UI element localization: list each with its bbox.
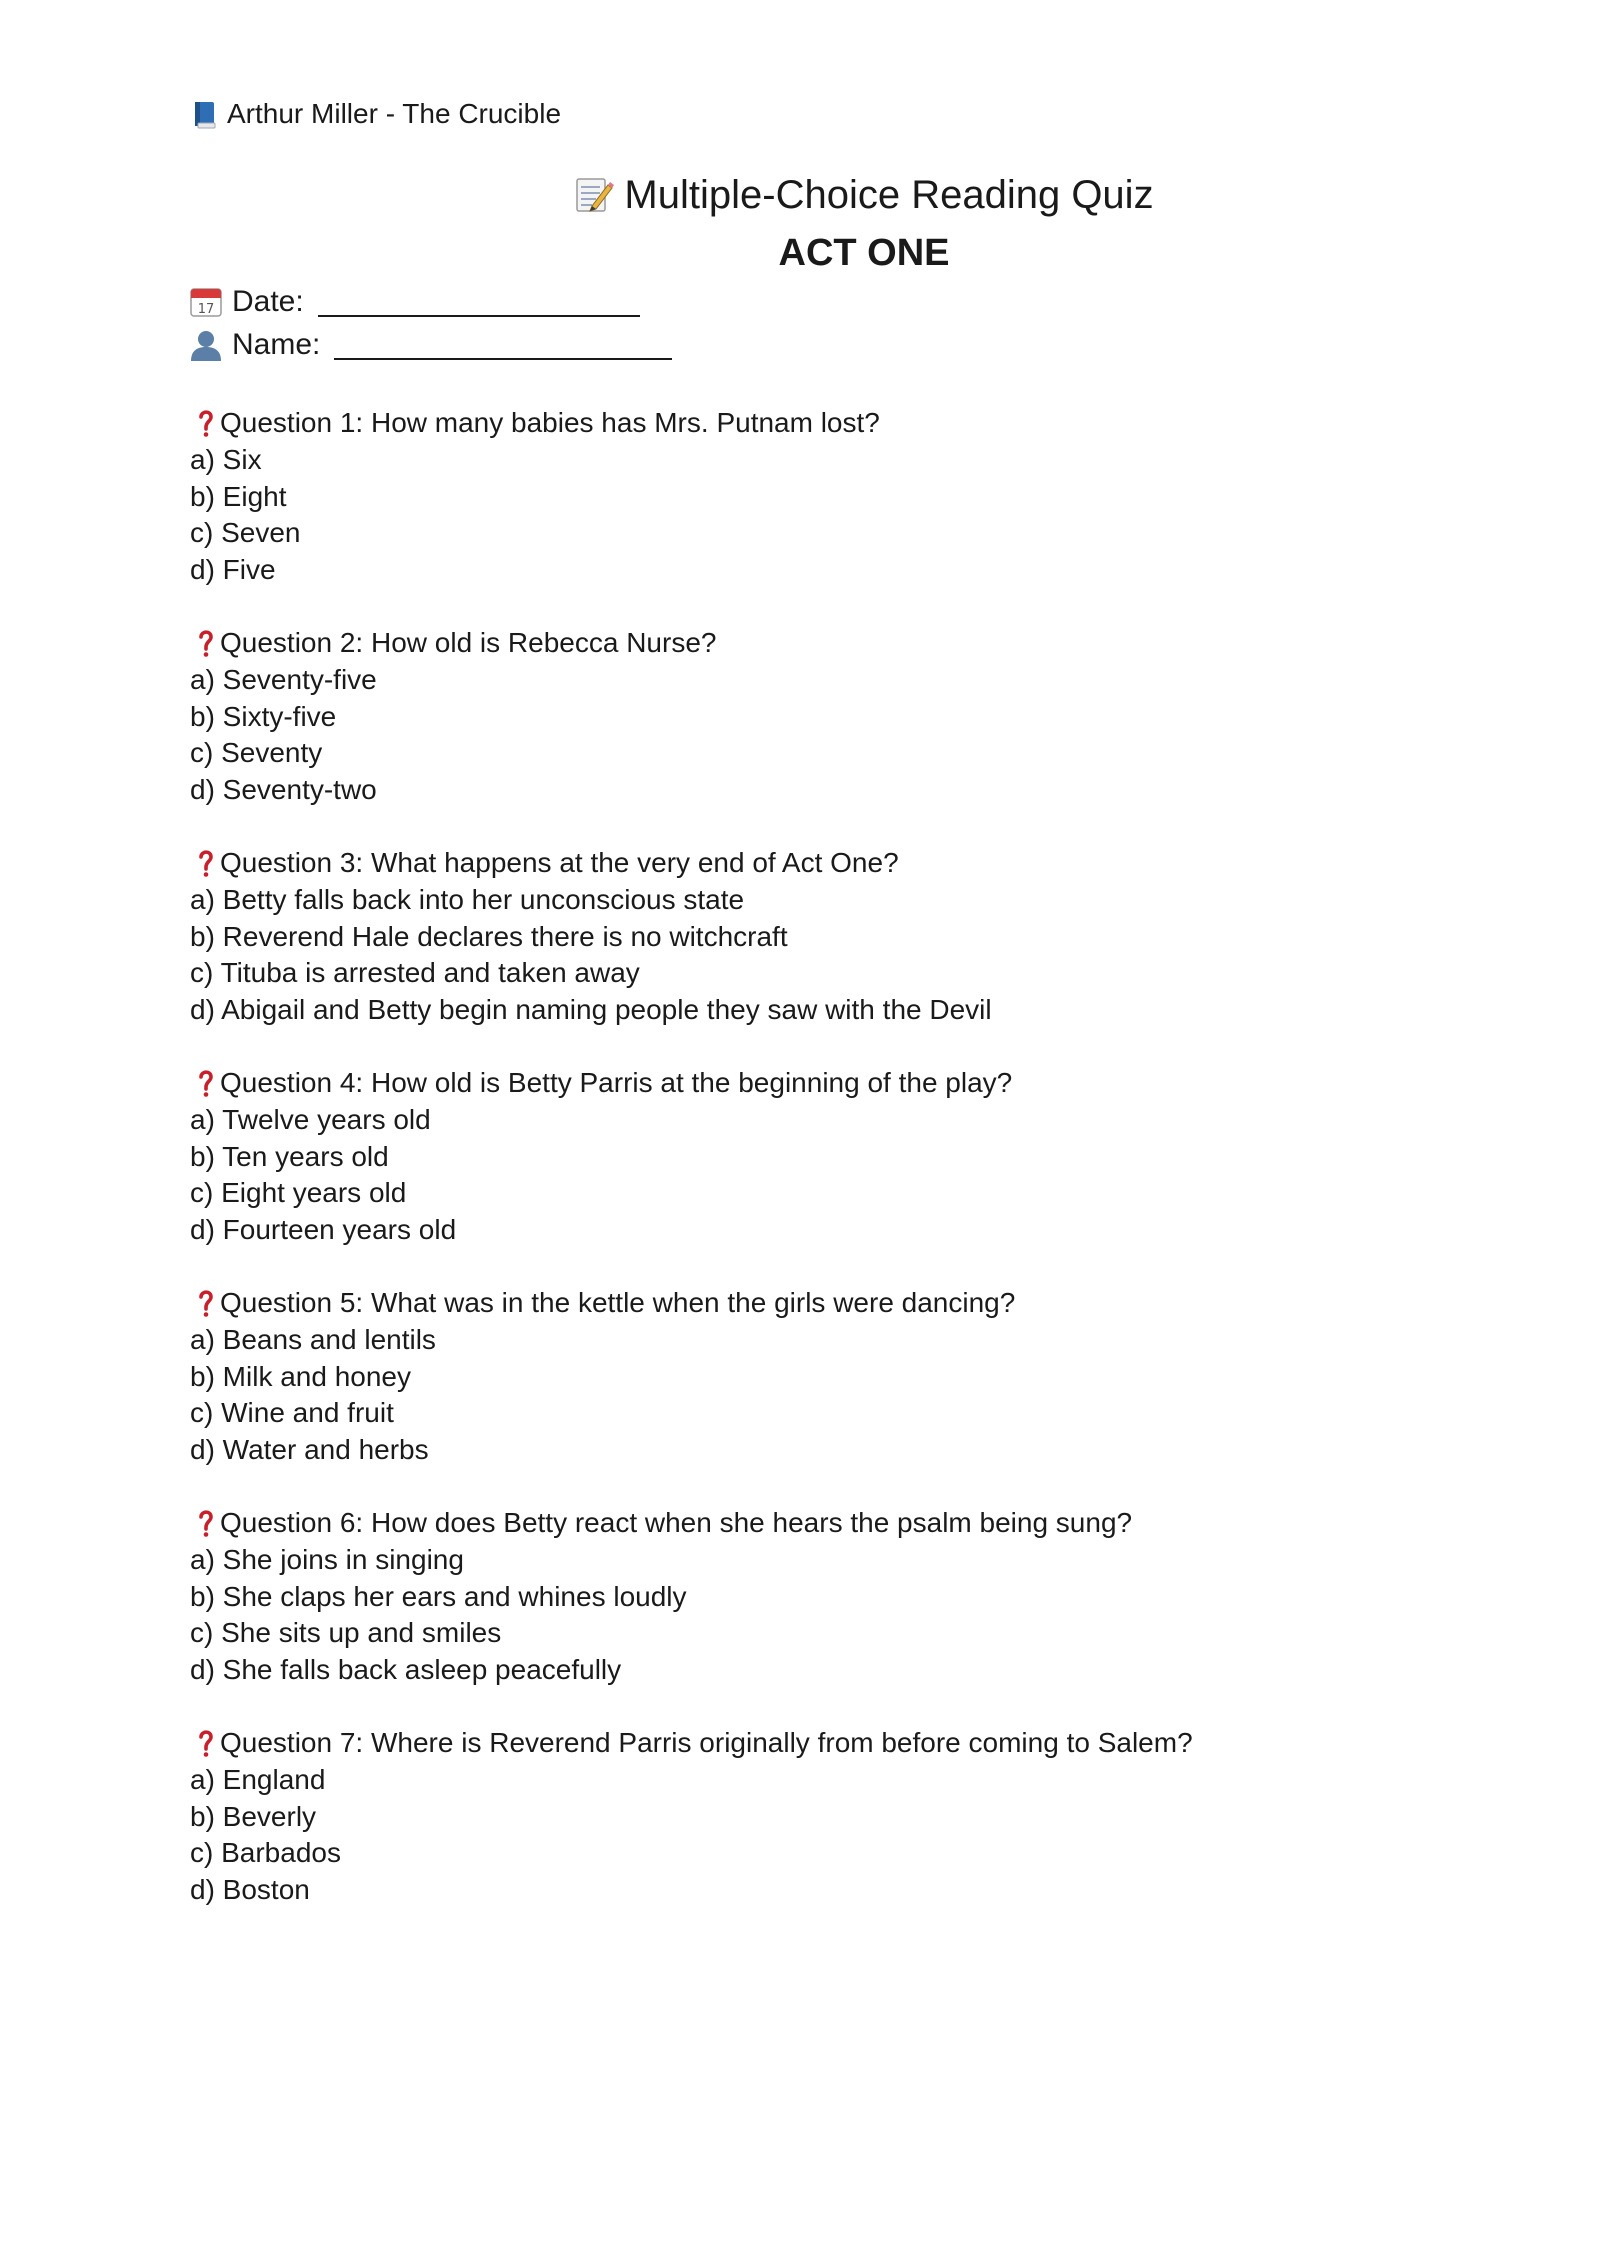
question-text-line	[190, 404, 1440, 442]
answer-option: b) Sixty-five	[190, 700, 337, 732]
question-block	[190, 624, 1440, 844]
question-text-line	[190, 1064, 1440, 1102]
answer-option: c) She sits up and smiles	[190, 1617, 502, 1648]
answer-option: a) Betty falls back into her unconscious state	[190, 884, 745, 915]
answer-option: c) Eight years old	[190, 1177, 407, 1208]
answer-option: d) Abigail and Betty begin naming people they saw with the Devil	[190, 993, 992, 1025]
svg-text:17: 17	[197, 302, 215, 317]
question-text: Question 5: What was in the kettle when the girls were dancing?	[220, 1287, 1016, 1318]
name-blank-line[interactable]	[334, 330, 672, 360]
question-block	[190, 1724, 1440, 1944]
answer-option: b) Beverly	[190, 1800, 317, 1832]
answer-option: b) Reverend Hale declares there is no witchcraft	[190, 920, 788, 952]
answer-option: c) Tituba is arrested and taken away	[190, 957, 640, 988]
question-text-line	[190, 1284, 1440, 1322]
question-block	[190, 404, 1440, 624]
question-text-line	[190, 844, 1440, 882]
answer-option: d) Water and herbs	[190, 1433, 429, 1465]
answer-option: a) She joins in singing	[190, 1544, 464, 1575]
question-text: Question 4: How old is Betty Parris at the beginning of the play?	[220, 1067, 1013, 1098]
red-question-mark-icon	[198, 848, 214, 878]
answer-option: a) England	[190, 1764, 326, 1795]
answer-option: c) Barbados	[190, 1837, 341, 1868]
answer-option: d) Seventy-two	[190, 773, 377, 805]
answer-option: d) Boston	[190, 1873, 310, 1905]
question-block	[190, 1064, 1440, 1284]
date-field	[190, 282, 640, 322]
red-question-mark-icon	[198, 1728, 214, 1758]
answer-option: a) Beans and lentils	[190, 1324, 436, 1355]
person-icon	[190, 329, 222, 361]
question-text: Question 7: Where is Reverend Parris originally from before coming to Salem?	[220, 1727, 1193, 1758]
date-label: Date:	[232, 285, 304, 318]
answer-option: a) Twelve years old	[190, 1104, 431, 1135]
calendar-icon	[190, 286, 222, 318]
name-field	[190, 325, 672, 365]
answer-option: b) Ten years old	[190, 1140, 389, 1172]
answer-option: d) She falls back asleep peacefully	[190, 1653, 622, 1685]
question-block	[190, 844, 1440, 1064]
answer-option: a) Six	[190, 444, 262, 475]
question-text: Question 1: How many babies has Mrs. Putnam lost?	[220, 407, 880, 438]
answer-option: d) Fourteen years old	[190, 1213, 457, 1245]
question-text: Question 6: How does Betty react when she hears the psalm being sung?	[220, 1507, 1133, 1538]
act-heading-text: ACT ONE	[778, 232, 950, 274]
answer-option: c) Wine and fruit	[190, 1397, 394, 1428]
red-question-mark-icon	[198, 408, 214, 438]
document-header	[193, 94, 561, 134]
question-list	[190, 404, 1440, 1944]
memo-icon	[574, 175, 614, 215]
red-question-mark-icon	[198, 1068, 214, 1098]
act-heading	[0, 228, 1600, 278]
question-block	[190, 1284, 1440, 1504]
question-text: Question 3: What happens at the very end of Act One?	[220, 847, 899, 878]
quiz-title-text: Multiple-Choice Reading Quiz	[624, 173, 1154, 217]
quiz-title	[0, 170, 1600, 227]
question-text: Question 2: How old is Rebecca Nurse?	[220, 627, 717, 658]
answer-option: a) Seventy-five	[190, 664, 377, 695]
answer-option: c) Seventy	[190, 737, 323, 768]
name-label: Name:	[232, 328, 321, 361]
answer-option: d) Five	[190, 553, 276, 585]
red-question-mark-icon	[198, 1288, 214, 1318]
question-text-line	[190, 624, 1440, 662]
red-question-mark-icon	[198, 628, 214, 658]
red-question-mark-icon	[198, 1508, 214, 1538]
answer-option: c) Seven	[190, 517, 301, 548]
question-text-line	[190, 1504, 1440, 1542]
document-header-text: Arthur Miller - The Crucible	[227, 98, 562, 129]
blue-book-icon	[193, 100, 217, 128]
date-blank-line[interactable]	[318, 287, 640, 317]
question-text-line	[190, 1724, 1440, 1762]
question-block	[190, 1504, 1440, 1724]
answer-option: b) She claps her ears and whines loudly	[190, 1580, 687, 1612]
answer-option: b) Milk and honey	[190, 1360, 412, 1392]
answer-option: b) Eight	[190, 480, 287, 512]
